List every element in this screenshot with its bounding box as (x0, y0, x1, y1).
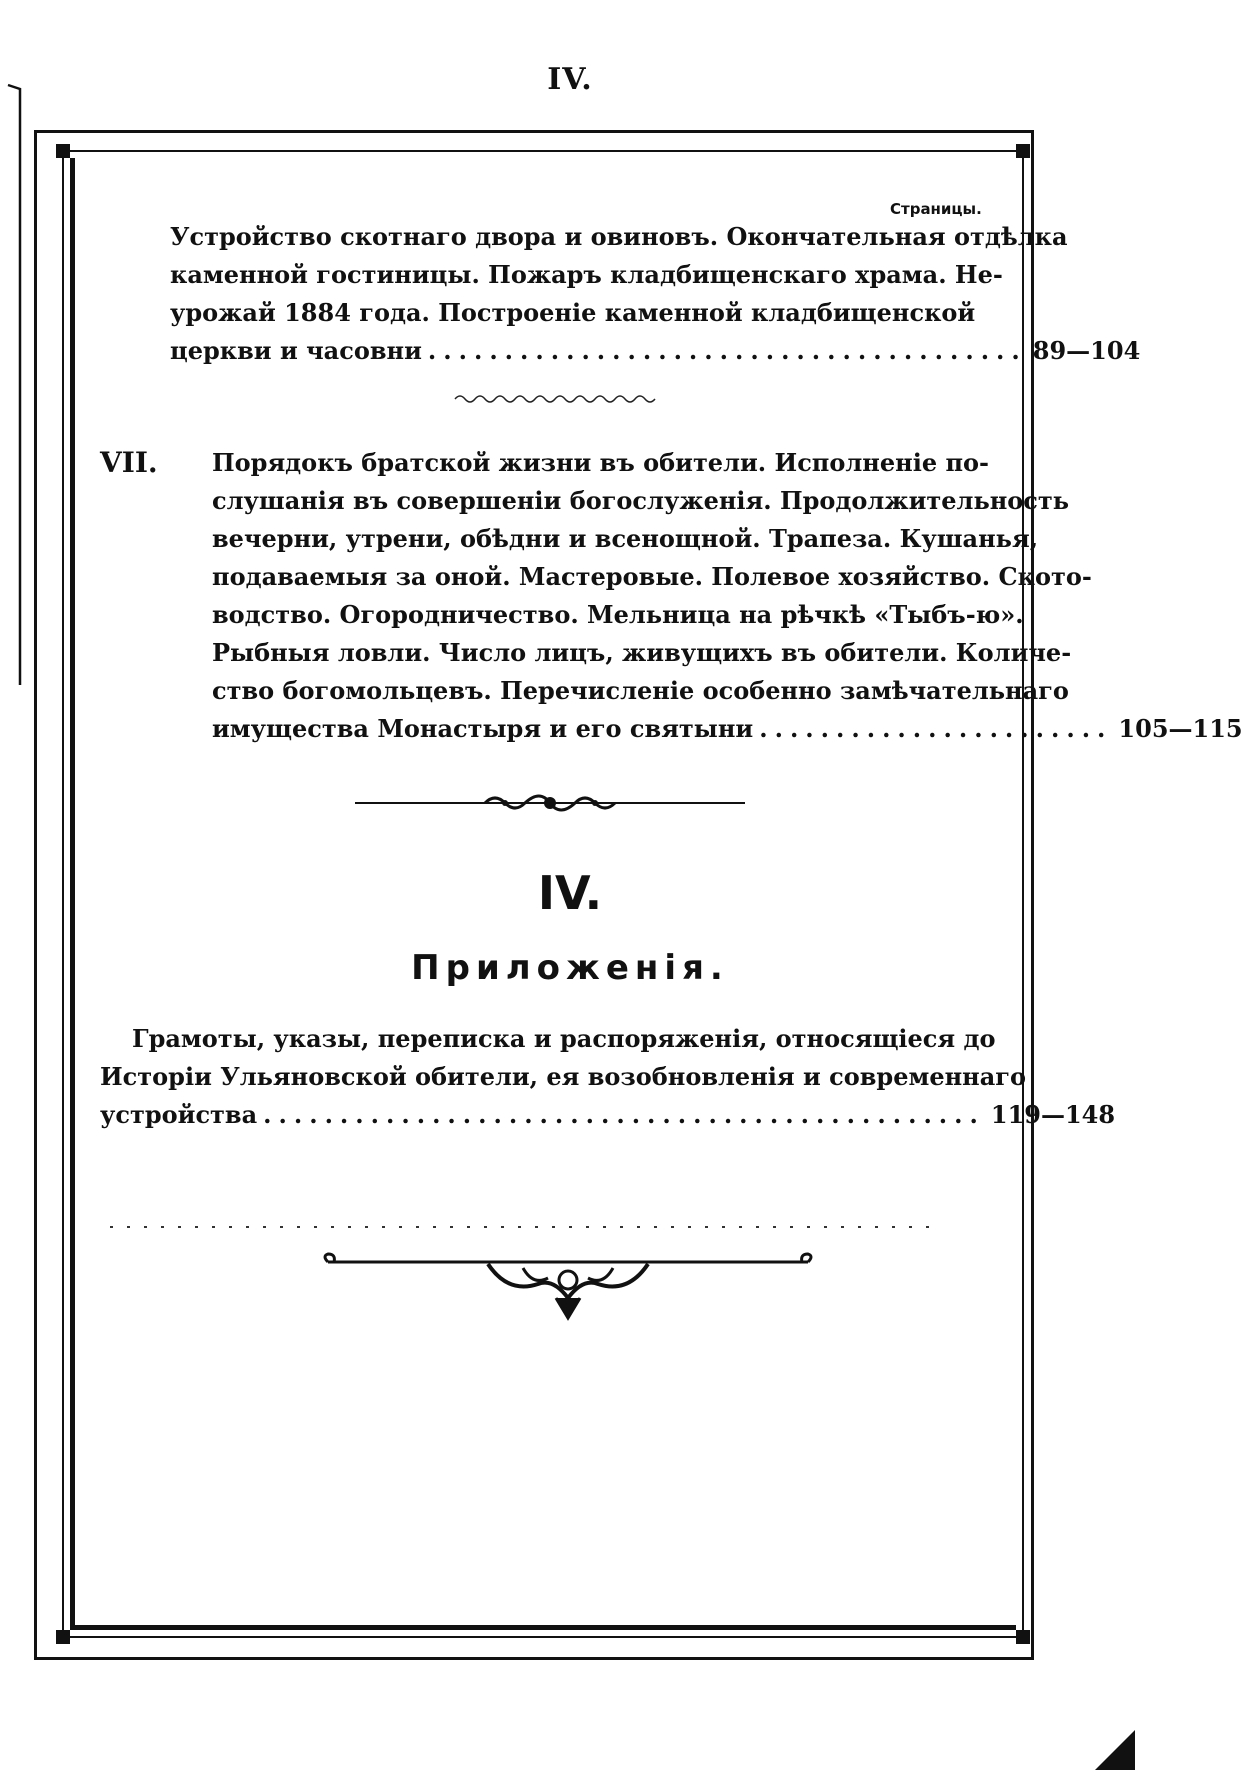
entry-last-line (170, 332, 1141, 370)
page-number: IV. (547, 62, 593, 97)
section-number: IV. (537, 866, 603, 920)
entry-last-line (100, 1096, 1116, 1134)
entry-text-tail: устройства (100, 1100, 258, 1129)
toc-entry (170, 218, 1141, 370)
squiggle-separator (455, 392, 655, 406)
entry-text-line: водство. Огородничество. Мельница на рѣчкѣ «Тыбъ-ю». (212, 600, 1024, 629)
corner-ornament-top-right (1016, 144, 1030, 158)
entry-text-line: Рыбныя ловли. Число лицъ, живущихъ въ обители. Количе- (212, 638, 1072, 667)
corner-ornament-bottom-right (1016, 1630, 1030, 1644)
entry-text-tail: церкви и часовни (170, 336, 422, 365)
dot-leader: ............................................... (263, 1100, 985, 1129)
ornamental-divider (355, 788, 745, 818)
dot-leader: ....................................... (427, 336, 1027, 365)
entry-text-line: каменной гостиницы. Пожаръ кладбищенскаго храма. Не- (170, 260, 1003, 289)
entry-text-line: Исторіи Ульяновской обители, ея возобновленія и современнаго (100, 1062, 1026, 1091)
page-range: 119—148 (990, 1100, 1116, 1129)
corner-ornament-top-left (56, 144, 70, 158)
dot-leader: ....................... (759, 714, 1113, 743)
entry-text-line: ство богомольцевъ. Перечисленіе особенно замѣчательнаго (212, 676, 1069, 705)
corner-ornament-bottom-left (56, 1630, 70, 1644)
pages-column-label: Страницы. (890, 200, 982, 218)
section-title: Приложенія. (411, 948, 729, 988)
entry-text-line: слушанія въ совершеніи богослуженія. Продолжительность (212, 486, 1070, 515)
margin-bracket-mark (6, 85, 26, 685)
entry-first-line (100, 444, 1000, 482)
toc-entry (100, 444, 1243, 748)
entry-text-line: вечерни, утрени, обѣдни и всенощной. Трапеза. Кушанья, (212, 524, 1039, 553)
entry-text-line: Устройство скотнаго двора и овиновъ. Окончательная отдѣлка (170, 222, 1068, 251)
toc-entry (100, 1020, 1116, 1134)
entry-text-line: Порядокъ братской жизни въ обители. Исполненіе по- (212, 448, 989, 477)
entry-text-tail: имущества Монастыря и его святыни (212, 714, 754, 743)
chapter-numeral: VII. (100, 446, 158, 479)
tailpiece-ornament (318, 1250, 818, 1330)
entry-last-line (100, 710, 1243, 748)
corner-page-mark (1095, 1730, 1135, 1770)
entry-text-line: подаваемыя за оной. Мастеровые. Полевое хозяйство. Ското- (212, 562, 1092, 591)
entry-text-line: урожай 1884 года. Построеніе каменной кладбищенской (170, 298, 976, 327)
entry-text-line: Грамоты, указы, переписка и распоряженія, относящіеся до (132, 1024, 996, 1053)
dotted-rule (110, 1222, 940, 1232)
page-range: 89—104 (1032, 336, 1141, 365)
page-range: 105—115 (1118, 714, 1243, 743)
